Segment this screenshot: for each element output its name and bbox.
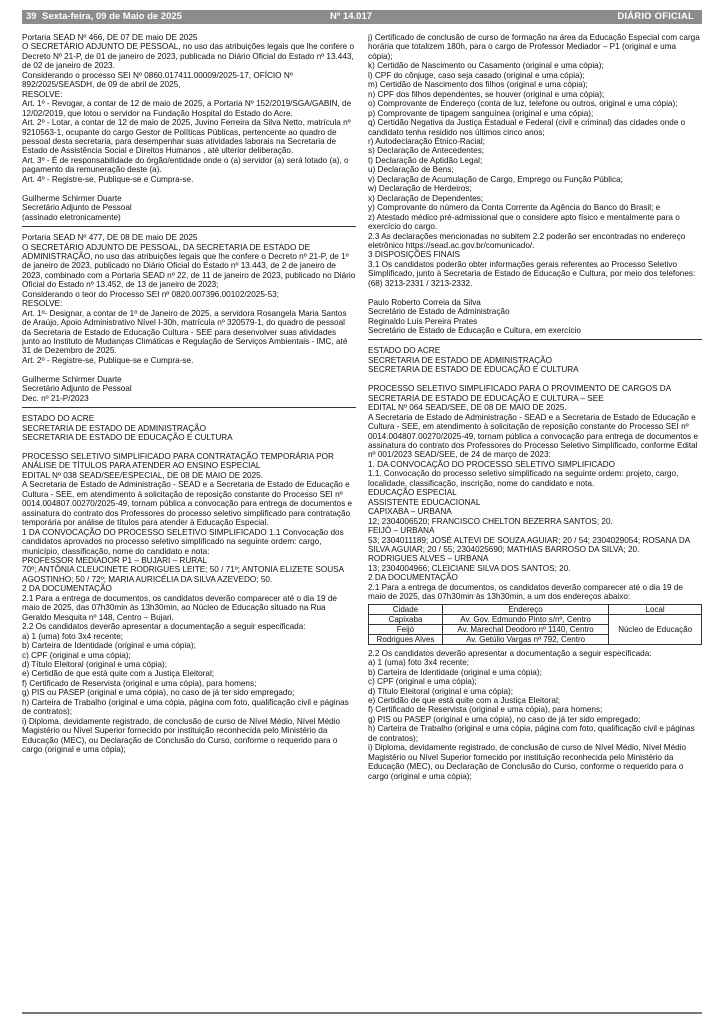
document-paragraph: SECRETARIA DE ESTADO DE EDUCAÇÃO E CULTURA: [368, 365, 579, 375]
page-header: [22, 10, 702, 24]
document-paragraph: Portaria SEAD Nº 477, DE 08 DE maio DE 2025: [22, 233, 198, 243]
document-paragraph: O SECRETÁRIO ADJUNTO DE PESSOAL, DA SECRETARIA DE ESTADO DE ADMINISTRAÇÃO, no uso das atribuições legais que lhe confere o Decreto nº 21-P, de 1º de janeiro de 2023, publicado no Diário Oficial do Estado nº 13.443, de 2 de janeiro de 2023, combinado com a Portaria SEAD nº 22, de 11 de janeiro de 2023, publicado no Diário Oficial do Estado nº 13.452, de 13 de janeiro de 2023;: [22, 242, 356, 290]
document-paragraph: 2.3 As declarações mencionadas no subitem 2.2 poderão ser encontradas no endereço eletrônico https://sead.ac.gov.br/comunicado/.: [368, 231, 686, 250]
document-paragraph: Art. 4º - Registre-se, Publique-se e Cumpra-se.: [22, 174, 194, 184]
document-paragraph: h) Carteira de Trabalho (original e uma cópia, página com foto, qualificação civil e páginas de contratos);: [22, 697, 349, 717]
document-paragraph: 13; 2304004966; CLEICIANE SILVA DOS SANTOS; 20.: [368, 563, 571, 573]
blank-line: [368, 288, 702, 297]
document-paragraph: (assinado eletronicamente): [22, 212, 121, 222]
table-cell-city: Capixaba: [369, 614, 443, 624]
document-paragraph: f) Certificado de Reservista (original e uma cópia), para homens;: [368, 705, 603, 715]
document-paragraph: 3.1 Os candidatos poderão obter informações gerais referentes ao Processo Seletivo Simplificado, junto à Secretaria de Estado de Educação e Cultura, por meio dos telefones: (68) 3213-2331 / 3213-2332.: [368, 259, 696, 288]
document-paragraph: Guilherme Schirmer Duarte: [22, 193, 122, 203]
document-paragraph: 1 DA CONVOCAÇÃO DO PROCESSO SELETIVO SIMPLIFICADO 1.1 Convocação dos candidatos aprovados no processo seletivo simplificado na seguinte ordem: cargo, município, classificação, nome do candidato e nota:: [22, 527, 344, 556]
document-paragraph: Paulo Roberto Correia da Silva: [368, 297, 481, 307]
document-paragraph: Art. 2º - Lotar, a contar de 12 de maio de 2025, Juvino Ferreira da Silva Netto, matrícula nº 9210563-1, ocupante do cargo Gestor de Políticas Públicas, pertencente ao quadro de pessoal desta secretaria, para desempenhar suas atividades laborais na Secretaria de Estado de Assistência Social e Direitos Humanos , até ulterior deliberação.: [22, 118, 351, 156]
issue-date: Sexta-feira, 09 de Maio de 2025: [42, 11, 182, 22]
table-cell-address: Av. Getúlio Vargas nº 792, Centro: [442, 634, 608, 644]
document-paragraph: h) Carteira de Trabalho (original e uma cópia, página com foto, qualificação civil e páginas de contratos);: [368, 724, 695, 743]
document-paragraph: 3 DISPOSIÇÕES FINAIS: [368, 250, 460, 260]
table-cell-local: Núcleo de Educação: [609, 614, 702, 644]
document-paragraph: 12; 2304006520; FRANCISCO CHELTON BEZERRA SANTOS; 20.: [368, 516, 613, 526]
table-header-city: Cidade: [369, 604, 443, 614]
document-paragraph: y) Comprovante do número da Conta Corrente da Agência do Banco do Brasil; e: [368, 203, 661, 213]
document-paragraph: 70º; ANTÔNIA CLEUCINETE RODRIGUES LEITE; 50 / 71º; ANTONIA ELIZETE SOUSA AGOSTINHO; 50 / 72º; MARIA AURICÉLIA DA SILVA AZEVEDO; 50.: [22, 565, 344, 584]
document-paragraph: 2 DA DOCUMENTAÇÃO: [22, 584, 112, 594]
document-paragraph: Secretário de Estado de Administração: [368, 307, 510, 317]
document-paragraph: 1.1. Convocação do processo seletivo simplificado na seguinte ordem: projeto, cargo, localidade, classificação, inscrição, nome do candidato e nota.: [368, 469, 679, 488]
document-paragraph: b) Carteira de Identidade (original e uma cópia);: [22, 641, 196, 651]
document-paragraph: q) Certidão Negativa da Justiça Estadual e Federal (civil e criminal) das cidades onde o candidato tenha residido nos últimos cinco anos;: [368, 118, 686, 137]
document-paragraph: Art. 2º - Registre-se, Publique-se e Cumpra-se.: [22, 355, 194, 365]
document-paragraph: v) Declaração de Acumulação de Cargo, Emprego ou Função Pública;: [368, 174, 623, 184]
document-paragraph: d) Título Eleitoral (original e uma cópia);: [22, 659, 168, 669]
document-paragraph: PROCESSO SELETIVO SIMPLIFICADO PARA O PROVIMENTO DE CARGOS DA SECRETARIA DE ESTADO DE EDUCAÇÃO E CULTURA – SEE: [368, 384, 671, 403]
document-paragraph: PROCESSO SELETIVO SIMPLIFICADO PARA CONTRATAÇÃO TEMPORÁRIA POR ANÁLISE DE TÍTULOS PARA ATENDER AO ENSINO ESPECIAL: [22, 451, 334, 471]
document-paragraph: u) Declaração de Bens;: [368, 165, 454, 175]
document-paragraph: Secretário de Estado de Educação e Cultura, em exercício: [368, 326, 581, 336]
document-paragraph: r) Autodeclaração Étnico-Racial;: [368, 136, 485, 146]
blank-line: [22, 365, 356, 374]
table-row: [369, 614, 702, 624]
document-paragraph: Art. 1º - Revogar, a contar de 12 de maio de 2025, a Portaria Nº 152/2019/SGA/GABIN, de 12/02/2019, que lotou o servidor na Fundação Hospital do Estado do Acre.: [22, 99, 352, 118]
document-paragraph: b) Carteira de Identidade (original e uma cópia);: [368, 667, 542, 677]
document-paragraph: s) Declaração de Antecedentes;: [368, 146, 485, 156]
document-paragraph: EDITAL Nº 038 SEAD/SEE/ESPECIAL, DE 08 DE MAIO DE 2025.: [22, 470, 263, 480]
document-paragraph: n) CPF dos filhos dependentes, se houver (original e uma cópia);: [368, 89, 605, 99]
left-column: [22, 33, 356, 1008]
page-number: 39: [26, 11, 37, 22]
document-paragraph: l) CPF do cônjuge, caso seja casado (original e uma cópia);: [368, 70, 585, 80]
blank-line: [22, 184, 356, 193]
document-paragraph: EDUCAÇÃO ESPECIAL: [368, 488, 457, 498]
page-bottom-rule: [22, 1012, 702, 1014]
document-paragraph: Dec. nº 21-P/2023: [22, 393, 89, 403]
document-paragraph: Guilherme Schirmer Duarte: [22, 374, 122, 384]
document-paragraph: SECRETARIA DE ESTADO DE ADMINISTRAÇÃO: [368, 355, 552, 365]
document-paragraph: Secretário Adjunto de Pessoal: [22, 384, 132, 394]
document-paragraph: p) Comprovante de tipagem sanguínea (original e uma cópia);: [368, 108, 594, 118]
document-paragraph: PROFESSOR MEDIADOR P1 – BUJARI – RURAL: [22, 555, 208, 565]
table-header-address: Endereço: [442, 604, 608, 614]
document-paragraph: RODRIGUES ALVES – URBANA: [368, 554, 489, 564]
document-paragraph: Considerando o processo SEI Nº 0860.017411.00009/2025-17, OFÍCIO Nº 892/2025/SEASDH, de 09 de abril de 2025,: [22, 70, 293, 90]
document-paragraph: g) PIS ou PASEP (original e uma cópia), no caso de já ter sido empregado;: [368, 714, 641, 724]
document-paragraph: A Secretaria de Estado de Administração - SEAD e a Secretaria de Estado de Educação e Cultura - SEE, em atendimento à solicitação de reposição constante do Processo SEI nº 0014.004807.00270/2025-49, tornam pública a convocação para entrega de documentos e assinatura do contrato dos Professores do processo seletivo simplificado para contratação temporária por análise de títulos para atender à Educação Especial.: [22, 480, 353, 528]
document-paragraph: RESOLVE:: [22, 89, 63, 99]
section-divider: [22, 407, 356, 408]
document-paragraph: Art. 3º - É de responsabilidade do órgão/entidade onde o (a) servidor (a) será lotado (a), o pagamento da remuneração deste (a).: [22, 155, 349, 175]
document-paragraph: FEIJÓ – URBANA: [368, 526, 435, 536]
document-paragraph: Considerando o teor do Processo SEI nº 0820.007396.00102/2025-53;: [22, 289, 279, 299]
document-paragraph: 2.1 Para a entrega de documentos, os candidatos deverão comparecer até o dia 19 de maio de 2025, das 07h30min às 13h30min, ao Núcleo de Educação situado na Rua Geraldo Mesquita nº 148, Centro – Bujari.: [22, 593, 337, 622]
document-paragraph: 2.1 Para a entrega de documentos, os candidatos deverão comparecer até o dia 19 de maio de 2025, das 07h30min às 13h30min, a um dos endereços abaixo:: [368, 582, 683, 602]
document-paragraph: m) Certidão de Nascimento dos filhos (original e uma cópia);: [368, 80, 588, 90]
document-paragraph: f) Certificado de Reservista (original e uma cópia), para homens;: [22, 678, 257, 688]
right-column: [368, 33, 702, 1008]
section-divider: [368, 339, 702, 340]
address-table-header: [369, 604, 702, 614]
document-paragraph: O SECRETÁRIO ADJUNTO DE PESSOAL, no uso das atribuições legais que lhe confere o Decreto Nº 21-P, de 01 de janeiro de 2023, publicada no Diário Oficial do Estado nº 13.443, de 02 de janeiro de 2023.: [22, 42, 355, 71]
document-paragraph: EDITAL Nº 064 SEAD/SEE, DE 08 DE MAIO DE 2025.: [368, 403, 567, 413]
document-paragraph: SECRETARIA DE ESTADO DE ADMINISTRAÇÃO: [22, 423, 206, 433]
document-paragraph: A Secretaria de Estado de Administração - SEAD e a Secretaria de Estado de Educação e Cultura - SEE, em atendimento à solicitação de reposição constante do Processo SEI nº 0014.004807.00270/2025-49, tornam pública a convocação para entrega de documentos e assinatura do contrato dos Professores do Processo Seletivo Simplificado, conforme Edital nº 001/2023 SEAD/SEE, de 24 de março de 2023:: [368, 412, 699, 460]
document-paragraph: 2.2 Os candidatos deverão apresentar a documentação a seguir especificada:: [22, 622, 306, 632]
document-paragraph: Art. 1º- Designar, a contar de 1º de Janeiro de 2025, a servidora Rosangela Maria Santos de Araújo, Apoio Administrativo Nível I-30h, matrícula nº 320579-1, do quadro de pessoal da Secretaria de Estado de Educação Cultura - SEE para desenvolver suas atividades junto ao Instituto de Mudanças Climáticas e Regulação de Serviços Ambientais - IMC, até 31 de Dezembro de 2025.: [22, 308, 348, 356]
document-paragraph: k) Certidão de Nascimento ou Casamento (original e uma cópia);: [368, 61, 604, 71]
document-paragraph: z) Atestado médico pré-admissional que o considere apto físico e mentalmente para o exercício do cargo.: [368, 212, 680, 232]
address-table: [368, 604, 702, 645]
document-paragraph: a) 1 (uma) foto 3x4 recente;: [22, 631, 124, 641]
blank-line: [368, 375, 702, 384]
document-paragraph: e) Certidão de que está quite com a Justiça Eleitoral;: [22, 669, 215, 679]
document-paragraph: 2 DA DOCUMENTAÇÃO: [368, 573, 458, 583]
edition-number: Nº 14.017: [330, 11, 373, 22]
document-paragraph: 53; 2304011189; JOSÉ ALTEVI DE SOUZA AGUIAR; 20 / 54; 2304029054; ROSANA DA SILVA AGUIAR; 20 / 55; 2304025690; MATHIAS BARROSO DA SILVA; 20.: [368, 535, 690, 554]
document-paragraph: o) Comprovante de Endereço (conta de luz, telefone ou outros, original e uma cópia);: [368, 99, 678, 109]
document-paragraph: 1. DA CONVOCAÇÃO DO PROCESSO SELETIVO SIMPLIFICADO: [368, 459, 616, 469]
document-paragraph: d) Título Eleitoral (original e uma cópia);: [368, 686, 514, 696]
document-paragraph: Secretário Adjunto de Pessoal: [22, 203, 132, 213]
document-paragraph: x) Declaração de Dependentes;: [368, 193, 484, 203]
document-paragraph: RESOLVE:: [22, 299, 63, 309]
document-paragraph: j) Certificado de conclusão de curso de formação na área da Educação Especial com carga horária que totalizem 180h, para o cargo de Professor Mediador – P1 (original e uma cópia);: [368, 33, 700, 61]
document-paragraph: i) Diploma, devidamente registrado, de conclusão de curso de Nível Médio, Nível Médio Magistério ou Nível Superior fornecido por instituição reconhecida pelo Ministério da Educação (MEC), ou Declaração de Conclusão do Curso, conforme o requerido para o cargo (original e uma cópia);: [368, 743, 687, 781]
table-cell-city: Feijó: [369, 624, 443, 634]
document-paragraph: Reginaldo Luís Pereira Prates: [368, 316, 478, 326]
document-paragraph: a) 1 (uma) foto 3x4 recente;: [368, 658, 470, 668]
document-paragraph: e) Certidão de que está quite com a Justiça Eleitoral;: [368, 695, 561, 705]
document-paragraph: i) Diploma, devidamente registrado, de conclusão de curso de Nível Médio, Nível Médio Magistério ou Nível Superior fornecido por instituição reconhecida pelo Ministério da Educação (MEC), ou Declaração de Conclusão do Curso, conforme o requerido para o cargo (original e uma cópia);: [22, 716, 341, 755]
publication-name: DIÁRIO OFICIAL: [617, 11, 694, 22]
document-paragraph: ESTADO DO ACRE: [368, 346, 441, 356]
document-paragraph: g) PIS ou PASEP (original e uma cópia), no caso de já ter sido empregado;: [22, 688, 295, 698]
document-paragraph: ESTADO DO ACRE: [22, 414, 95, 424]
document-paragraph: c) CPF (original e uma cópia);: [22, 650, 131, 660]
table-header-local: Local: [609, 604, 702, 614]
blank-line: [22, 443, 356, 452]
document-paragraph: t) Declaração de Aptidão Legal;: [368, 155, 483, 165]
document-paragraph: c) CPF (original e uma cópia);: [368, 677, 477, 687]
right-column-upper: [368, 33, 702, 602]
document-paragraph: SECRETARIA DE ESTADO DE EDUCAÇÃO E CULTURA: [22, 433, 233, 443]
section-divider: [22, 226, 356, 227]
document-paragraph: Portaria SEAD Nº 466, DE 07 DE maio DE 2025: [22, 33, 198, 42]
table-cell-address: Av. Marechal Deodoro nº 1140, Centro: [442, 624, 608, 634]
document-paragraph: ASSISTENTE EDUCACIONAL: [368, 497, 481, 507]
document-paragraph: CAPIXABA – URBANA: [368, 507, 452, 517]
right-column-lower: [368, 649, 702, 781]
table-cell-address: Av. Gov. Edmundo Pinto s/nº, Centro: [442, 614, 608, 624]
document-paragraph: w) Declaração de Herdeiros;: [368, 184, 472, 194]
table-cell-city: Rodrigues Alves: [369, 634, 443, 644]
document-paragraph: 2.2 Os candidatos deverão apresentar a documentação a seguir especificada:: [368, 648, 652, 658]
